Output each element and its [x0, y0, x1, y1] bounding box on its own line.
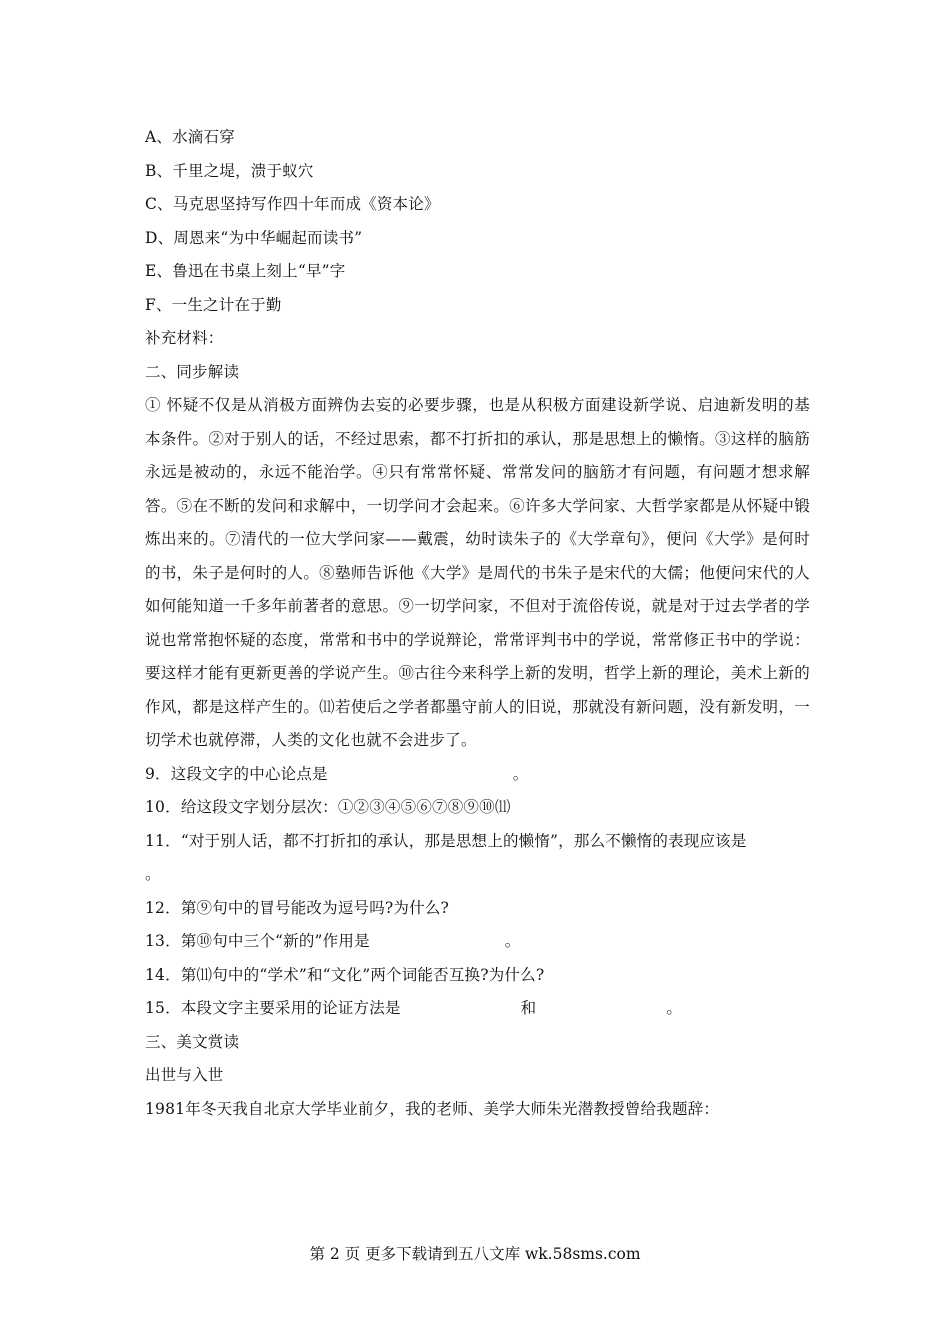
option-f: F、一生之计在于勤: [145, 295, 282, 314]
section-2-title: 二、同步解读: [145, 362, 240, 381]
question-13-end: 。: [504, 932, 521, 950]
question-10: 10．给这段文字划分层次：①②③④⑤⑥⑦⑧⑨⑩⑾: [145, 798, 511, 816]
question-9: [145, 758, 810, 792]
question-11-end: 。: [145, 865, 161, 883]
question-15-and: 和: [520, 999, 537, 1017]
essay-title: 出世与入世: [145, 1066, 224, 1084]
section-3-title: 三、美文赏读: [145, 1032, 240, 1051]
question-15-text: 15．本段文字主要采用的论证方法是: [145, 999, 401, 1017]
question-14: 14．第⑾句中的“学术”和“文化”两个词能否互换?为什么?: [145, 965, 545, 984]
question-9-text: 9．这段文字的中心论点是: [145, 764, 328, 783]
reading-passage: ① 怀疑不仅是从消极方面辨伪去妄的必要步骤，也是从积极方面建设新学说、启迪新发明的基本条件。②对于别人的话，不经过思索，都不打折扣的承认，那是思想上的懒惰。③这样的脑筋永远是被动的，永远不能治学。④只有常常怀疑、常常发问的脑筋才有问题，有问题才想求解答。⑤在不断的发问和求解中，一切学问才会起来。⑥许多大学问家、大哲学家都是从怀疑中锻炼出来的。⑦清代的一位大学问家——戴震，幼时读朱子的《大学章句》，便问《大学》是何时的书，朱子是何时的人。⑧塾师告诉他《大学》是周代的书朱子是宋代的大儒；他便问宋代的人如何能知道一千多年前著者的意思。⑨一切学问家，不但对于流俗传说，就是对于过去学者的学说也常常抱怀疑的态度，常常和书中的学说辩论，常常评判书中的学说，常常修正书中的学说：要这样才能有更新更善的学说产生。⑩古往今来科学上新的发明，哲学上新的理论，美术上新的作风，都是这样产生的。⑾若使后之学者都墨守前人的旧说，那就没有新问题，没有新发明，一切学术也就停滞，人类的文化也就不会进步了。: [145, 396, 810, 749]
supplement-label: 补充材料：: [145, 329, 224, 347]
option-d: D、周恩来“为中华崛起而读书”: [145, 228, 363, 247]
question-9-end: 。: [512, 764, 529, 783]
option-e: E、鲁迅在书桌上刻上“早”字: [145, 262, 346, 280]
question-13: [145, 925, 810, 959]
page-content: [145, 121, 810, 1126]
option-c: C、马克思坚持写作四十年而成《资本论》: [145, 195, 440, 213]
page-footer: 第 2 页 更多下载请到五八文库 wk.58sms.com: [309, 1245, 641, 1263]
question-15-end: 。: [666, 999, 683, 1017]
question-12: 12．第⑨句中的冒号能改为逗号吗?为什么?: [145, 898, 450, 917]
option-a: A、水滴石穿: [145, 128, 235, 146]
option-b: B、千里之堤，溃于蚁穴: [145, 161, 314, 180]
essay-first-line: 1981年冬天我自北京大学毕业前夕，我的老师、美学大师朱光潜教授曾给我题辞：: [145, 1099, 720, 1118]
question-13-text: 13．第⑩句中三个“新的”作用是: [145, 932, 370, 950]
question-11: 11．“对于别人话，都不打折扣的承认，那是思想上的懒惰”，那么不懒惰的表现应该是: [145, 831, 747, 850]
question-15: [145, 992, 810, 1026]
